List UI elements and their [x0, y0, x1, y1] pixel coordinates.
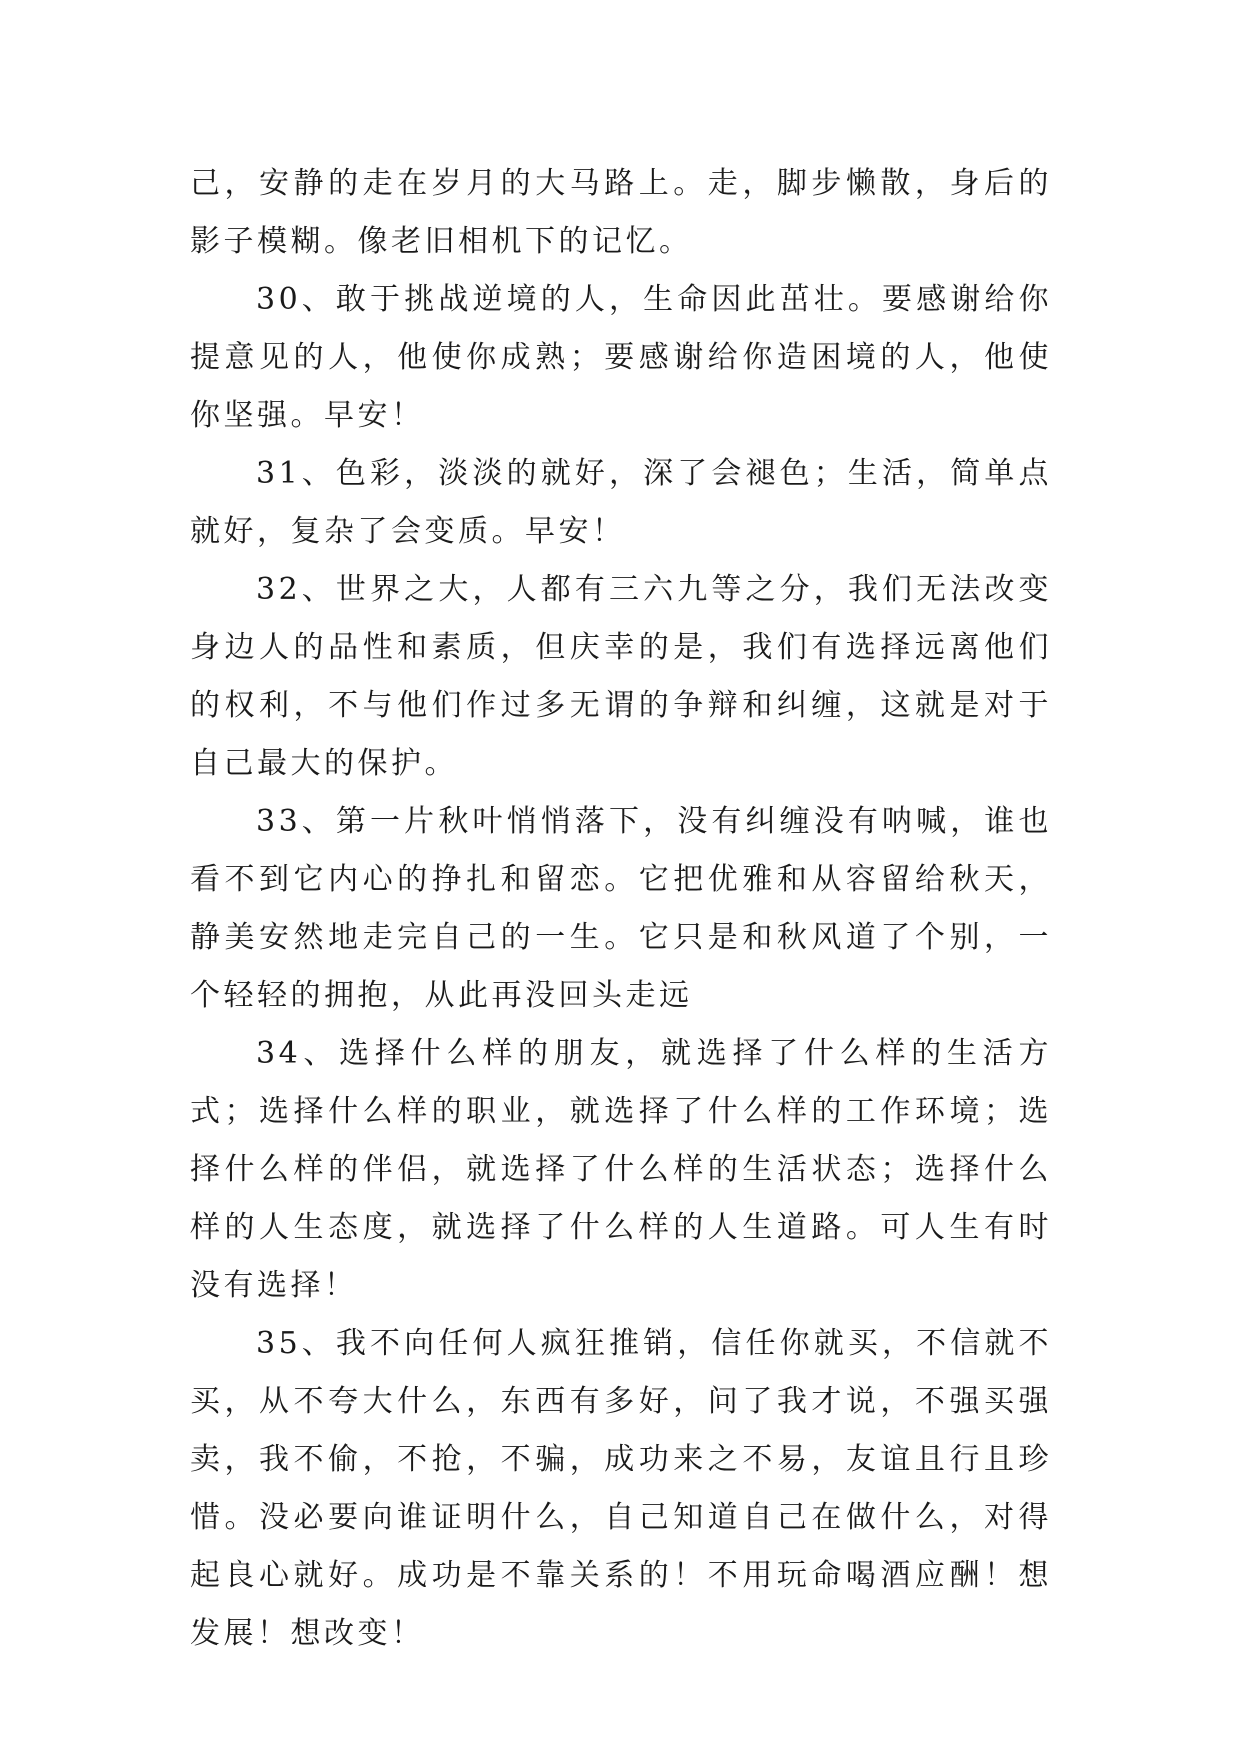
document-body: [190, 155, 1052, 1663]
paragraph-31: 31、色彩，淡淡的就好，深了会褪色；生活，简单点就好，复杂了会变质。早安！: [190, 456, 1052, 549]
paragraph-34: 34、选择什么样的朋友，就选择了什么样的生活方式；选择什么样的职业，就选择了什么样的工作环境；选择什么样的伴侣，就选择了什么样的生活状态；选择什么样的人生态度，就选择了什么样的人生道路。可人生有时没有选择！: [190, 1036, 1052, 1303]
paragraph-continuation: 己，安静的走在岁月的大马路上。走，脚步懒散，身后的影子模糊。像老旧相机下的记忆。: [190, 166, 1052, 259]
paragraph-33: 33、第一片秋叶悄悄落下，没有纠缠没有呐喊，谁也看不到它内心的挣扎和留恋。它把优雅和从容留给秋天，静美安然地走完自己的一生。它只是和秋风道了个别，一个轻轻的拥抱，从此再没回头走远: [190, 804, 1052, 1013]
paragraph-30: 30、敢于挑战逆境的人，生命因此茁壮。要感谢给你提意见的人，他使你成熟；要感谢给你造困境的人，他使你坚强。早安！: [190, 282, 1052, 433]
paragraph-35: 35、我不向任何人疯狂推销，信任你就买，不信就不买，从不夸大什么，东西有多好，问了我才说，不强买强卖，我不偷，不抢，不骗，成功来之不易，友谊且行且珍惜。没必要向谁证明什么，自己知道自己在做什么，对得起良心就好。成功是不靠关系的！不用玩命喝酒应酬！想发展！想改变！: [190, 1326, 1052, 1651]
paragraph-32: 32、世界之大，人都有三六九等之分，我们无法改变身边人的品性和素质，但庆幸的是，我们有选择远离他们的权利，不与他们作过多无谓的争辩和纠缠，这就是对于自己最大的保护。: [190, 572, 1052, 781]
